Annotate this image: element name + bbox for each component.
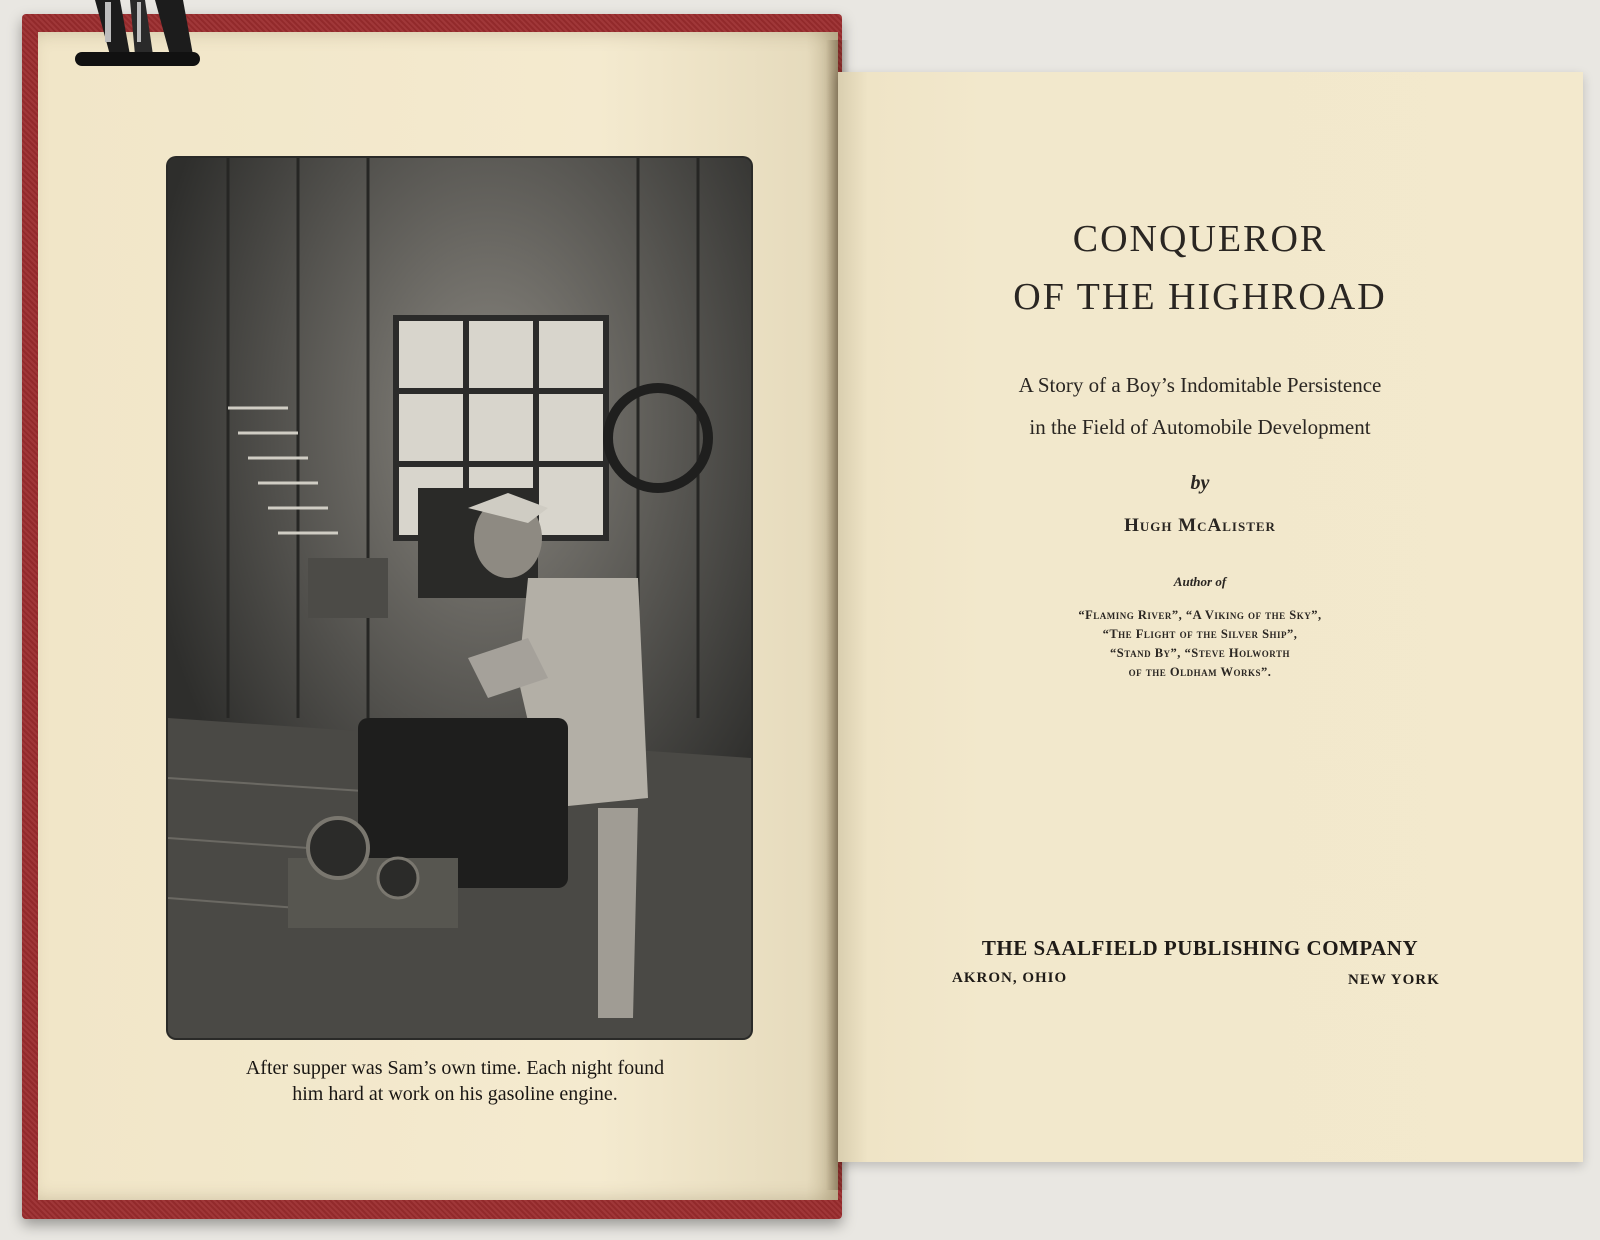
title-line-2: OF THE HIGHROAD [1013, 276, 1387, 318]
other-works-line: “Flaming River”, “A Viking of the Sky”, [1078, 608, 1322, 622]
book-subtitle [900, 364, 1500, 448]
caption-line: After supper was Sam’s own time. Each night found [245, 1057, 665, 1079]
by-line: by [1190, 472, 1210, 494]
subtitle-line-1: A Story of a Boy’s Indomitable Persistence [1018, 373, 1382, 397]
frontispiece-illustration [168, 158, 751, 1038]
other-works-list [990, 606, 1410, 682]
publisher-city-new-york: NEW YORK [1348, 972, 1440, 988]
binder-clip [75, 0, 200, 70]
caption-line: him hard at work on his gasoline engine. [292, 1083, 618, 1105]
author-of-label: Author of [1173, 574, 1227, 589]
publisher-name: THE SAALFIELD PUBLISHING COMPANY [981, 936, 1419, 960]
author-name: Hugh McAlister [1124, 515, 1276, 536]
other-works-line: “The Flight of the Silver Ship”, [1102, 627, 1298, 641]
illustration-caption [150, 1055, 760, 1107]
other-works-line: of the Oldham Works”. [1128, 665, 1272, 679]
publisher-city-akron: AKRON, OHIO [952, 970, 1068, 986]
title-line-1: CONQUEROR [1072, 218, 1328, 260]
subtitle-line-2: in the Field of Automobile Development [1029, 415, 1371, 439]
book-title [900, 210, 1500, 326]
other-works-line: “Stand By”, “Steve Holworth [1110, 646, 1290, 660]
